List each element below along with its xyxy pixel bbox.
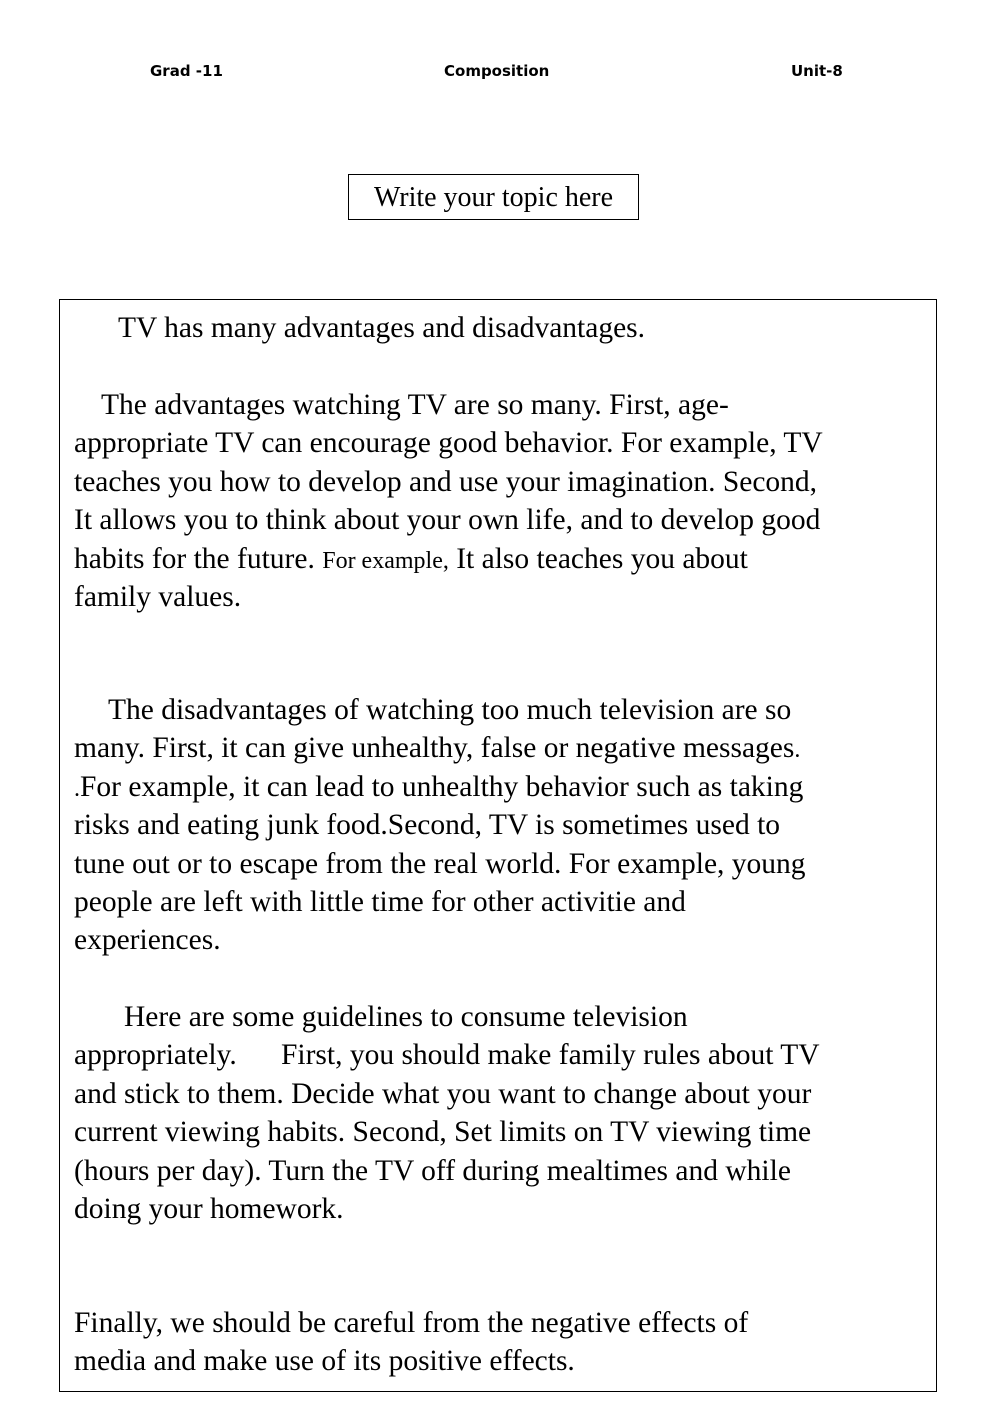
paragraph-line: The disadvantages of watching too much television are so [108, 694, 792, 726]
paragraph-line: experiences. [74, 924, 221, 957]
disadvantages-paragraph [74, 691, 934, 960]
paragraph-line: current viewing habits. Second, Set limits on TV viewing time [74, 1116, 812, 1149]
paragraph-line: tune out or to escape from the real world. For example, young [74, 847, 806, 880]
intro-line: TV has many advantages and disadvantages. [118, 312, 646, 344]
paragraph-line: media and make use of its positive effects. [74, 1345, 575, 1378]
text-run: habits for the future. [74, 542, 323, 575]
grade-label: Grad -11 [150, 62, 223, 80]
paragraph-line: Here are some guidelines to consume television [124, 1001, 688, 1033]
paragraph-line: It allows you to think about your own life, and to develop good [74, 504, 821, 537]
topic-field[interactable]: Write your topic here [348, 174, 639, 220]
paragraph-line: appropriate TV can encourage good behavior. For example, TV [74, 427, 823, 460]
paragraph-line [74, 768, 934, 806]
paragraph-line: people are left with little time for other activitie and [74, 885, 686, 918]
paragraph-line: risks and eating junk food.Second, TV is sometimes used to [74, 809, 781, 842]
unit-label: Unit-8 [791, 62, 843, 80]
paragraph-line: and stick to them. Decide what you want to change about your [74, 1077, 812, 1110]
guidelines-paragraph [74, 998, 934, 1228]
text-run-small: For example, [322, 547, 449, 574]
text-run-small: . [794, 737, 801, 764]
essay-intro [74, 309, 934, 347]
paragraph-line: (hours per day). Turn the TV off during mealtimes and while [74, 1154, 791, 1187]
paragraph-line: The advantages watching TV are so many. First, age- [101, 389, 729, 421]
paragraph-line: doing your homework. [74, 1192, 344, 1225]
paragraph-line [74, 540, 934, 578]
text-run: For example, it can lead to unhealthy behavior such as taking [80, 770, 804, 803]
text-run: many. First, it can give unhealthy, false or negative messages [74, 732, 795, 765]
paragraph-line: Finally, we should be careful from the negative effects of [74, 1307, 749, 1339]
advantages-paragraph [74, 386, 934, 616]
text-run: It also teaches you about [448, 542, 748, 575]
subject-label: Composition [444, 62, 550, 80]
paragraph-line [74, 729, 934, 767]
paragraph-line: family values. [74, 580, 242, 613]
conclusion-paragraph [74, 1304, 934, 1381]
paragraph-line: appropriately. First, you should make family rules about TV [74, 1039, 820, 1072]
text-run-small: . [74, 775, 80, 802]
paragraph-line: teaches you how to develop and use your imagination. Second, [74, 465, 818, 498]
